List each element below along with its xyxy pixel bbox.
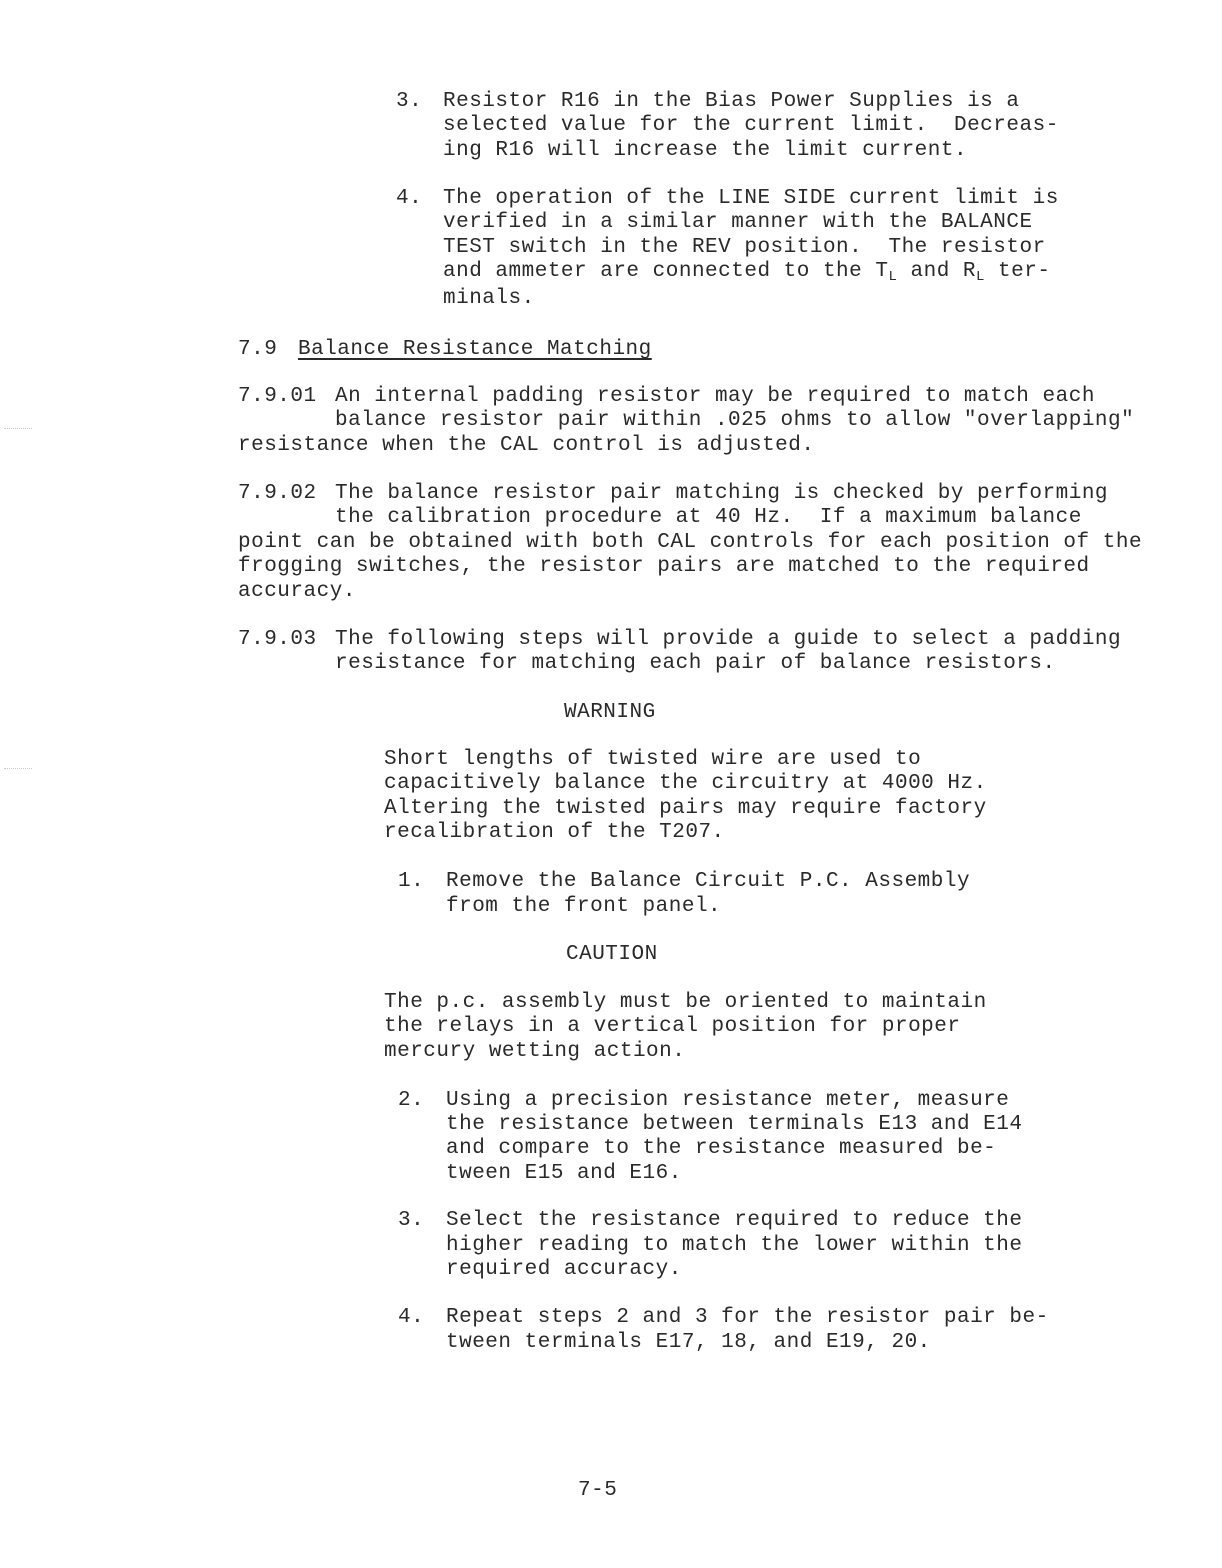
text-fragment: and ammeter are connected to the T xyxy=(443,260,889,283)
text-line: The following steps will provide a guide to select a padding xyxy=(335,628,1122,651)
text-line: the calibration procedure at 40 Hz. If a maximum balance xyxy=(335,506,1082,529)
text-line: Using a precision resistance meter, measure xyxy=(446,1089,1010,1112)
text-line: and compare to the resistance measured be- xyxy=(446,1137,997,1160)
list-number: 1. xyxy=(398,870,425,893)
text-line: Resistor R16 in the Bias Power Supplies is a xyxy=(443,90,1020,113)
text-line: ing R16 will increase the limit current. xyxy=(443,139,968,162)
text-line: accuracy. xyxy=(238,580,356,603)
text-fragment: ter- xyxy=(984,260,1051,283)
text-line: The balance resistor pair matching is checked by performing xyxy=(335,482,1109,505)
text-line: The operation of the LINE SIDE current limit is xyxy=(443,187,1059,210)
text-line: TEST switch in the REV position. The resistor xyxy=(443,236,1046,259)
text-line: Altering the twisted pairs may require factory xyxy=(384,797,987,820)
list-number: 3. xyxy=(398,1209,425,1232)
text-line: the resistance between terminals E13 and E14 xyxy=(446,1113,1023,1136)
list-number: 3. xyxy=(396,90,423,113)
text-line: frogging switches, the resistor pairs are matched to the required xyxy=(238,555,1090,578)
text-line: capacitively balance the circuitry at 4000 Hz. xyxy=(384,772,987,795)
margin-mark xyxy=(4,768,32,769)
caution-heading: CAUTION xyxy=(566,943,658,966)
list-number: 4. xyxy=(398,1306,425,1329)
text-line: Repeat steps 2 and 3 for the resistor pair be- xyxy=(446,1306,1049,1329)
text-line: the relays in a vertical position for proper xyxy=(384,1015,961,1038)
text-line: tween terminals E17, 18, and E19, 20. xyxy=(446,1331,931,1354)
text-line: verified in a similar manner with the BALANCE xyxy=(443,211,1033,234)
text-line: required accuracy. xyxy=(446,1258,682,1281)
list-number: 4. xyxy=(396,187,423,210)
text-line: resistance when the CAL control is adjusted. xyxy=(238,434,815,457)
text-line: An internal padding resistor may be required to match each xyxy=(335,385,1095,408)
page-number: 7-5 xyxy=(578,1479,618,1502)
text-line xyxy=(443,260,1050,289)
subscript: L xyxy=(976,269,985,285)
paragraph-id: 7.9.03 xyxy=(238,628,317,651)
text-line: Short lengths of twisted wire are used to xyxy=(384,748,922,771)
paragraph-id: 7.9.01 xyxy=(238,385,317,408)
text-line: selected value for the current limit. Decreas- xyxy=(443,114,1059,137)
text-line: resistance for matching each pair of balance resistors. xyxy=(335,652,1056,675)
text-fragment: and R xyxy=(897,260,977,283)
text-line: Remove the Balance Circuit P.C. Assembly xyxy=(446,870,971,893)
section-title: Balance Resistance Matching xyxy=(298,338,652,361)
text-line: balance resistor pair within .025 ohms to allow "overlapping" xyxy=(335,409,1135,432)
subscript: L xyxy=(888,269,898,285)
text-line: minals. xyxy=(443,287,535,310)
margin-mark xyxy=(4,428,32,429)
text-line: The p.c. assembly must be oriented to maintain xyxy=(384,991,987,1014)
list-number: 2. xyxy=(398,1089,425,1112)
warning-heading: WARNING xyxy=(564,701,656,724)
text-line: point can be obtained with both CAL controls for each position of the xyxy=(238,531,1143,554)
paragraph-id: 7.9.02 xyxy=(238,482,317,505)
text-line: tween E15 and E16. xyxy=(446,1162,682,1185)
section-number: 7.9 xyxy=(238,338,278,361)
text-line: Select the resistance required to reduce the xyxy=(446,1209,1023,1232)
text-line: mercury wetting action. xyxy=(384,1040,686,1063)
text-line: higher reading to match the lower within the xyxy=(446,1234,1023,1257)
text-line: recalibration of the T207. xyxy=(384,821,725,844)
text-line: from the front panel. xyxy=(446,895,722,918)
